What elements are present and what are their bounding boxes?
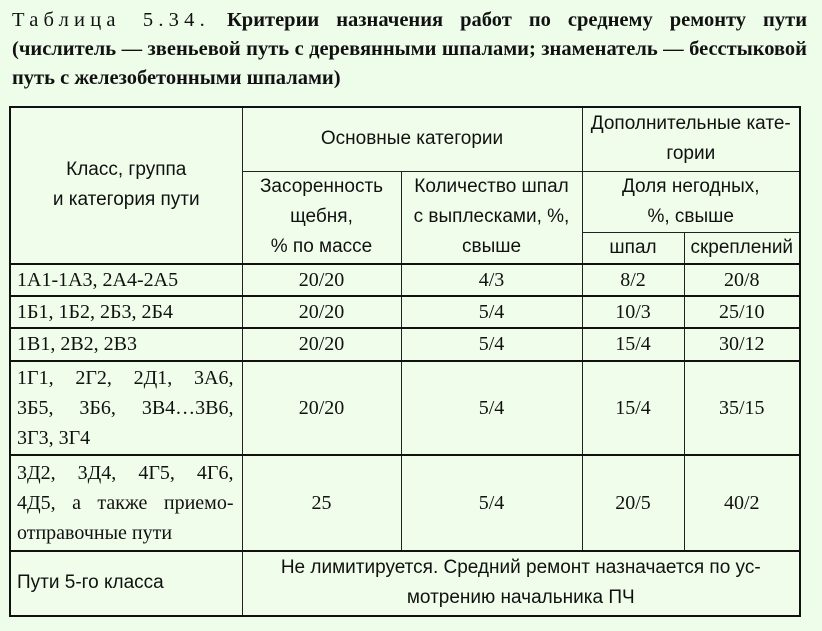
header-extra-line-2: гории	[666, 143, 716, 165]
header-splash	[401, 171, 582, 264]
row-splash: 4/3	[401, 264, 582, 296]
header-splash-line-2: с выплесками, %,	[413, 206, 570, 227]
row-sleepers: 20/5	[582, 455, 684, 551]
row-class: 1В1, 2В2, 2В3	[10, 328, 242, 361]
row-class: 1Б1, 1Б2, 2Б3, 2Б4	[10, 296, 242, 328]
row-class-line-3: отправочные пути	[17, 521, 173, 544]
header-splash-line-1: Количество шпал	[414, 176, 569, 197]
row-contamination: 20/20	[242, 361, 401, 455]
table-row	[10, 361, 800, 455]
row-class-5: Пути 5-го класса	[10, 551, 242, 616]
row-fastenings: 30/12	[684, 328, 800, 361]
row-class-line-2: 4Д5, а также приемо-	[17, 491, 234, 514]
row-note-line-2: мотрению начальника ПЧ	[406, 587, 635, 608]
row-contamination: 20/20	[242, 264, 401, 296]
header-extra-group	[582, 107, 800, 171]
header-splash-line-3: свыше	[461, 236, 522, 257]
table-row	[10, 328, 800, 361]
row-class	[10, 455, 242, 551]
row-class-line-1: 1Г1, 2Г2, 2Д1, 3А6,	[17, 366, 234, 389]
row-sleepers: 15/4	[582, 328, 684, 361]
row-fastenings: 40/2	[684, 455, 800, 551]
table-row-last	[10, 551, 800, 616]
header-fastenings: скреплений	[684, 232, 800, 264]
header-contamination-line-2: щебня,	[290, 206, 353, 227]
table-number: Таблица 5.34.	[12, 9, 210, 31]
table-row	[10, 264, 800, 296]
row-class-line-2: 3Б5, 3Б6, 3В4…3В6,	[17, 396, 234, 419]
header-class	[10, 107, 242, 264]
row-fastenings: 35/15	[684, 361, 800, 455]
row-splash: 5/4	[401, 361, 582, 455]
row-fastenings: 20/8	[684, 264, 800, 296]
header-main-group: Основные категории	[242, 107, 582, 171]
header-unfit-share	[582, 171, 800, 232]
row-splash: 5/4	[401, 296, 582, 328]
row-note	[242, 551, 800, 616]
row-class-line-1: 3Д2, 3Д4, 4Г5, 4Г6,	[17, 461, 234, 484]
header-unfit-line-1: Доля негодных,	[621, 175, 760, 197]
row-contamination: 20/20	[242, 296, 401, 328]
row-splash: 5/4	[401, 455, 582, 551]
header-contamination-line-3: % по массе	[270, 236, 373, 257]
header-class-line-2: и категория пути	[52, 189, 200, 211]
row-sleepers: 10/3	[582, 296, 684, 328]
row-class: 1А1-1А3, 2А4-2А5	[10, 264, 242, 296]
header-contamination	[242, 171, 401, 264]
table-caption	[12, 6, 807, 93]
row-sleepers: 15/4	[582, 361, 684, 455]
row-class	[10, 361, 242, 455]
header-row-1	[10, 107, 800, 171]
row-note-line-1: Не лимитируется. Средний ремонт назначается по ус-	[280, 557, 761, 578]
header-sleepers: шпал	[582, 232, 684, 264]
header-contamination-line-1: Засоренность	[259, 176, 384, 197]
table-row	[10, 296, 800, 328]
row-class-line-3: 3Г3, 3Г4	[17, 426, 91, 449]
header-unfit-line-2: %, свыше	[647, 205, 734, 227]
table-title: Критерии назначения работ по среднему ремонту пути (числитель — звеньевой путь с деревянными шпалами; знаменатель — бесстыковой путь с железобетонными шпалами)	[12, 9, 808, 89]
header-extra-line-1: Дополнительные кате-	[590, 113, 791, 135]
row-contamination: 25	[242, 455, 401, 551]
table-row	[10, 455, 800, 551]
row-sleepers: 8/2	[582, 264, 684, 296]
row-contamination: 20/20	[242, 328, 401, 361]
repair-criteria-table	[9, 106, 801, 617]
header-class-line-1: Класс, группа	[66, 159, 187, 181]
row-fastenings: 25/10	[684, 296, 800, 328]
row-splash: 5/4	[401, 328, 582, 361]
